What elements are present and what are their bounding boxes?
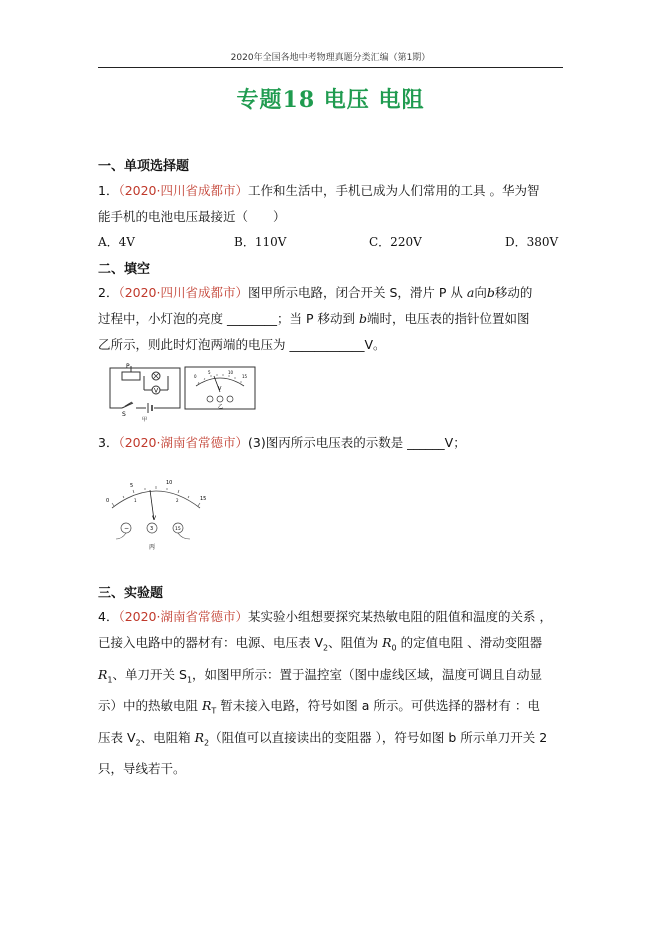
section-heading-single-choice: 一、单项选择题 bbox=[98, 159, 190, 174]
tick-label: 0 bbox=[194, 374, 197, 379]
tick-label: 5 bbox=[130, 483, 134, 489]
question-text: 、单刀开关 S bbox=[112, 666, 187, 682]
tick-label: 15 bbox=[242, 374, 248, 379]
tick-label: 0 bbox=[106, 498, 110, 504]
question-3 bbox=[98, 430, 568, 456]
var-r: R bbox=[382, 635, 392, 650]
wire bbox=[178, 533, 190, 539]
question-text: （阻值可以直接读出的变阻器 ），符号如图 b 所示单刀开关 2 bbox=[209, 729, 548, 745]
voltmeter-dial-yi bbox=[184, 366, 256, 410]
question-text: 移动的 bbox=[494, 285, 533, 300]
question-4-line-2 bbox=[98, 630, 568, 662]
tick-label: 15 bbox=[200, 496, 207, 502]
question-1-line-2: 能手机的电池电压最接近（ ） bbox=[98, 209, 286, 224]
dial-v-label: V bbox=[218, 386, 222, 392]
option-c: C．220V bbox=[369, 235, 422, 249]
circuit-diagram-jia bbox=[108, 362, 183, 422]
question-text: 、电阻箱 bbox=[140, 729, 195, 745]
question-3-line-1 bbox=[98, 430, 568, 456]
tick-label: 10 bbox=[166, 480, 173, 486]
var-r: R bbox=[194, 729, 205, 745]
question-number: 4． bbox=[98, 609, 119, 624]
var-b: b bbox=[486, 285, 495, 300]
question-4-line-4 bbox=[98, 693, 568, 725]
question-text: 示）中的热敏电阻 bbox=[98, 698, 202, 713]
question-2-line-2 bbox=[98, 306, 568, 332]
tick-label-small: 1 bbox=[134, 498, 137, 503]
question-number: 3． bbox=[98, 435, 119, 450]
section-heading-fill-in: 二、填空 bbox=[98, 262, 151, 277]
question-source: （2020·四川省成都市） bbox=[118, 285, 248, 300]
question-text: ，如图甲所示：置于温控室（图中虚线区域，温度可调且自动显 bbox=[192, 666, 543, 682]
question-2-line-1 bbox=[98, 280, 568, 306]
terminal-minus-label: − bbox=[124, 525, 130, 532]
question-text: 向 bbox=[474, 285, 487, 300]
dial-v-label: V bbox=[152, 515, 157, 522]
tick-label: 5 bbox=[208, 370, 211, 375]
var-b: b bbox=[358, 311, 367, 326]
question-text: 工作和生活中，手机已成为人们常用的工具 。华为智 bbox=[248, 183, 540, 198]
question-1 bbox=[98, 178, 568, 230]
question-1-line-1 bbox=[98, 178, 568, 204]
subscript: 2 bbox=[323, 643, 329, 653]
label-s: S bbox=[122, 411, 126, 418]
subscript: 0 bbox=[391, 643, 397, 653]
voltmeter-v-label: V bbox=[154, 387, 159, 395]
question-4-line-5 bbox=[98, 725, 568, 757]
question-text: 过程中，小灯泡的亮度 ________；当 P 移动到 bbox=[98, 311, 359, 326]
option-a: A．4V bbox=[98, 235, 135, 249]
rheostat-symbol bbox=[122, 372, 140, 380]
question-4 bbox=[98, 604, 568, 782]
question-2-line-3: 乙所示，则此时灯泡两端的电压为 ____________V。 bbox=[98, 337, 386, 352]
page-title: 专题18 电压 电阻 bbox=[236, 87, 425, 113]
section-heading-experiment: 三、实验题 bbox=[98, 586, 164, 601]
caption-jia: 甲 bbox=[142, 417, 148, 422]
question-text: 的定值电阻 、滑动变阻器 bbox=[396, 635, 543, 650]
option-b: B．110V bbox=[234, 235, 287, 249]
var-r: R bbox=[98, 666, 108, 682]
question-text: 端时，电压表的指针位置如图 bbox=[366, 311, 530, 326]
subscript: 1 bbox=[186, 675, 193, 684]
question-text: 图甲所示电路，闭合开关 S，滑片 P 从 bbox=[248, 285, 467, 300]
question-text: 、阻值为 bbox=[328, 635, 383, 650]
question-4-line-3 bbox=[98, 662, 568, 694]
question-text: (3)图丙所示电压表的示数是 ______V； bbox=[248, 435, 466, 450]
tick-label: 10 bbox=[228, 370, 234, 375]
question-text: 暂未接入电路，符号如图 a 所示。可供选择的器材有 ：电 bbox=[216, 698, 540, 713]
wire bbox=[116, 533, 126, 539]
question-4-line-6: 只，导线若干。 bbox=[98, 761, 186, 776]
question-number: 1． bbox=[98, 183, 119, 198]
question-text: 已接入电路中的器材有：电源、电压表 V bbox=[98, 635, 324, 650]
question-2 bbox=[98, 280, 568, 358]
subscript: 2 bbox=[135, 738, 141, 747]
question-source: （2020·四川省成都市） bbox=[118, 183, 248, 198]
terminal-15-label: 15 bbox=[175, 527, 181, 532]
voltmeter-dial-bing bbox=[104, 478, 214, 552]
var-r: R bbox=[201, 698, 212, 713]
caption-bing: 丙 bbox=[149, 544, 156, 551]
subscript: T bbox=[211, 706, 217, 716]
label-p: P bbox=[126, 363, 130, 370]
tick-label-small: 2 bbox=[176, 498, 179, 503]
terminal-3-label: 3 bbox=[150, 526, 154, 532]
running-header: 2020年全国各地中考物理真题分类汇编（第1期） bbox=[98, 50, 563, 68]
question-source: （2020·湖南省常德市） bbox=[118, 609, 248, 624]
caption-yi: 乙 bbox=[218, 404, 224, 410]
option-d: D．380V bbox=[505, 235, 559, 249]
subscript: 2 bbox=[204, 738, 210, 747]
question-source: （2020·湖南省常德市） bbox=[118, 435, 248, 450]
var-a: a bbox=[466, 285, 475, 300]
question-number: 2． bbox=[98, 285, 119, 300]
question-text: 某实验小组想要探究某热敏电阻的阻值和温度的关系 ， bbox=[248, 609, 552, 624]
question-text: 压表 V bbox=[98, 729, 136, 745]
question-4-line-1 bbox=[98, 604, 568, 630]
subscript: 1 bbox=[107, 675, 113, 684]
